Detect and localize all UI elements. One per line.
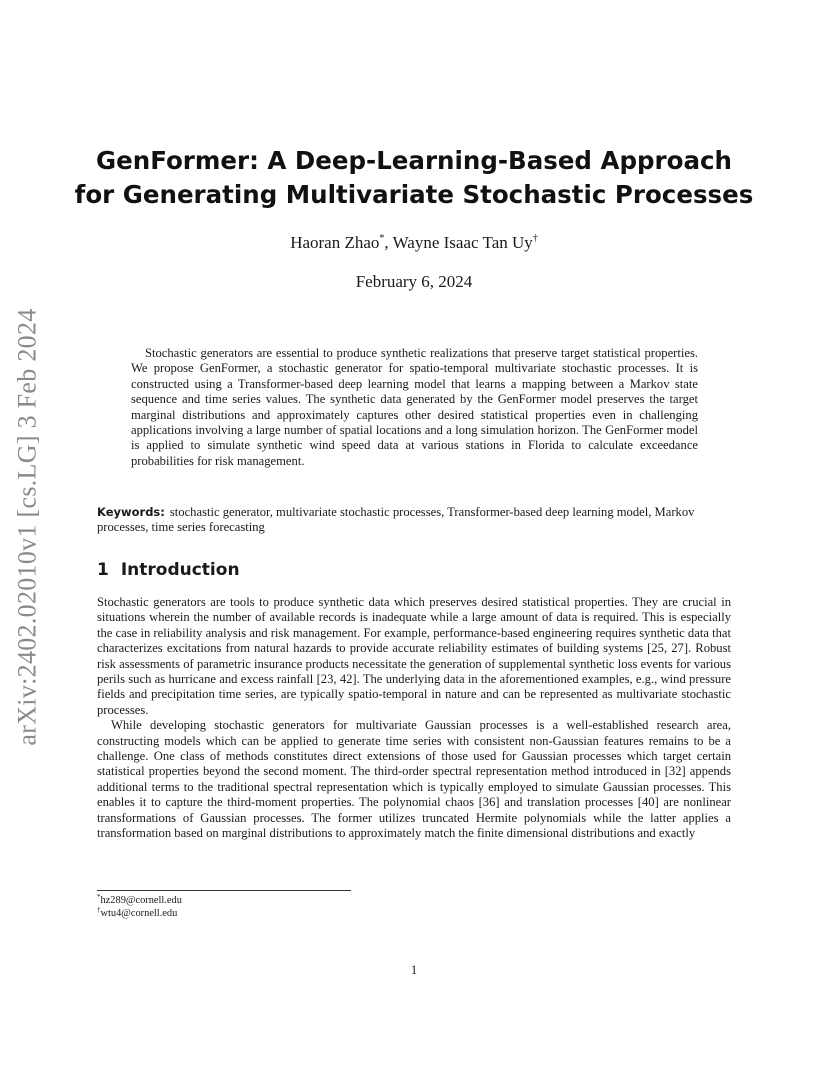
- footnote-2: [97, 905, 182, 921]
- keywords: [97, 505, 731, 536]
- keywords-text: stochastic generator, multivariate stochastic processes, Transformer-based deep learning model, Markov processes, time series forecasting: [97, 505, 695, 535]
- section-heading: [97, 558, 240, 582]
- arxiv-identifier: arXiv:2402.02010v1 [cs.LG] 3 Feb 2024: [13, 308, 42, 746]
- title-line-2: for Generating Multivariate Stochastic Processes: [74, 180, 754, 209]
- footnote-mark-2: †: [97, 905, 101, 914]
- footnote-rule: [97, 890, 351, 891]
- footnote-email-2: wtu4@cornell.edu: [100, 907, 178, 919]
- section-title: Introduction: [120, 560, 240, 580]
- footnote-1: [97, 895, 182, 908]
- author-separator: ,: [384, 233, 393, 252]
- author-list: [60, 232, 768, 254]
- arxiv-identifier-stamp: [0, 292, 56, 762]
- footnote-email-1: hz289@cornell.edu: [100, 895, 182, 906]
- author-name-1: Haoran Zhao: [290, 233, 380, 252]
- footnote-mark-1: *: [97, 893, 101, 901]
- paper-title: [60, 144, 768, 212]
- keywords-label: Keywords:: [97, 505, 165, 519]
- paragraph-1: Stochastic generators are tools to produce synthetic data which preserves desired statistical properties. They are crucial in situations wherein the number of available records is inadequate while a large amount of data is required. This is especially the case in reliability analysis and risk management. For example, performance-based engineering requires synthetic data that characterizes excitations from natural hazards to provide accurate reliability estimates of building systems [25, 27]. Robust risk assessments of parametric insurance products necessitate the generation of supplemental synthetic loss events for various perils such as hurricane and excess rainfall [23, 42]. The underlying data in the aforementioned examples, e.g., wind pressure fields and precipitation time series, are typically spatio-temporal in nature and can be represented as multivariate stochastic processes.: [97, 595, 731, 717]
- author-mark-2: †: [532, 233, 538, 244]
- section-number: 1: [97, 560, 109, 580]
- footnotes: [97, 895, 182, 920]
- author-mark-1: *: [379, 233, 385, 244]
- body-text: [97, 595, 731, 842]
- publication-date: February 6, 2024: [355, 272, 473, 291]
- page-number: 1: [410, 963, 418, 977]
- title-line-1: GenFormer: A Deep-Learning-Based Approach: [96, 146, 732, 175]
- paragraph-2: While developing stochastic generators for multivariate Gaussian processes is a well-established research area, constructing models which can be applied to generate time series with consistent non-Gaussian features remains to be a challenge. One class of methods constitutes direct extensions of those used for Gaussian processes which target certain statistical properties beyond the second moment. The third-order spectral representation method introduced in [32] appends additional terms to the traditional spectral representation which is typically employed to simulate Gaussian processes. This enables it to capture the third-moment properties. The polynomial chaos [36] and translation processes [40] are nonlinear transformations of Gaussian processes. The former utilizes truncated Hermite polynomials while the latter applies a transformation based on marginal distributions to approximately match the finite dimensional distributions and exactly: [97, 718, 731, 841]
- abstract: Stochastic generators are essential to produce synthetic realizations that preserve target statistical properties. We propose GenFormer, a stochastic generator for spatio-temporal multivariate stochastic processes. It is constructed using a Transformer-based deep learning model that learns a mapping between a Markov state sequence and time series values. The synthetic data generated by the GenFormer model preserves the target marginal distributions and approximately captures other desired statistical properties even in challenging applications involving a large number of spatial locations and a long simulation horizon. The GenFormer model is applied to simulate synthetic wind speed data at various stations in Florida to calculate exceedance probabilities for risk management.: [131, 346, 698, 468]
- author-name-2: Wayne Isaac Tan Uy: [392, 233, 533, 252]
